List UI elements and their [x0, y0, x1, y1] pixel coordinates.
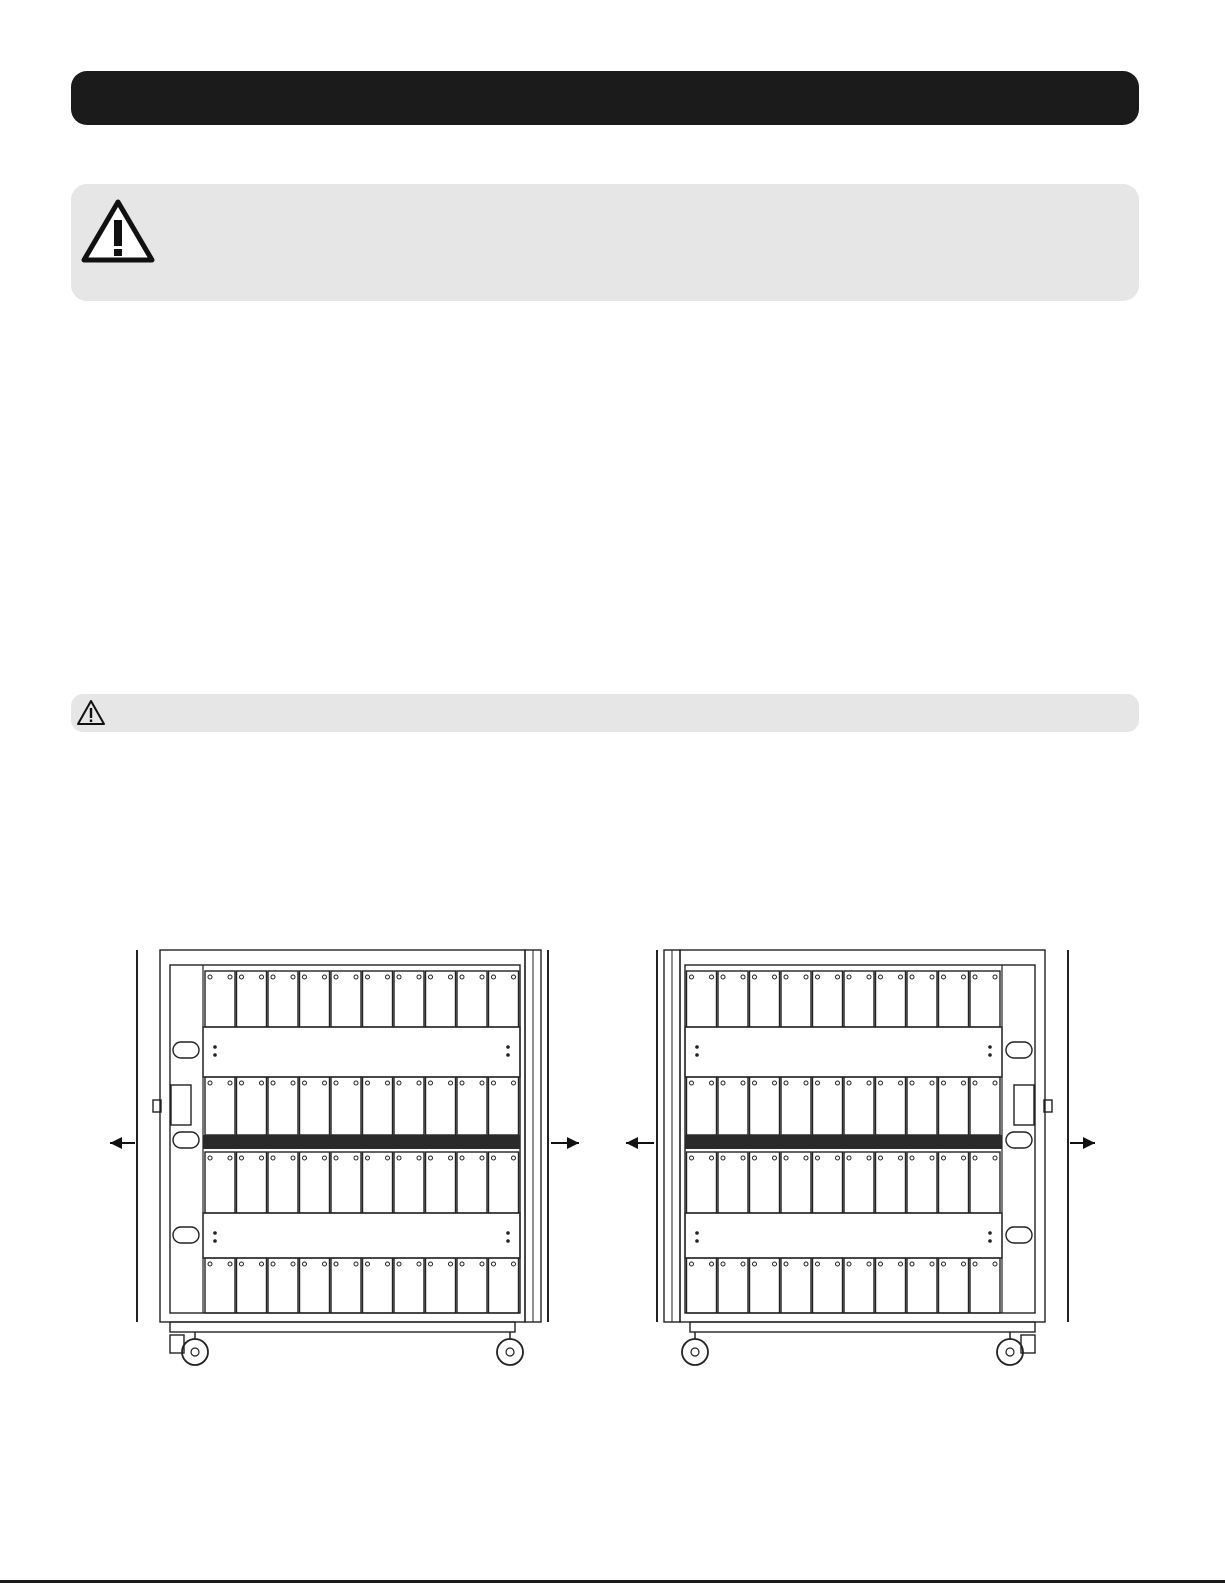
battery-terminal	[804, 1156, 808, 1160]
battery-block	[718, 1077, 748, 1135]
battery-block	[205, 1077, 235, 1135]
battery-terminal	[303, 1262, 307, 1266]
battery-terminal	[449, 1156, 453, 1160]
battery-terminal	[366, 1081, 370, 1085]
battery-block	[687, 1152, 717, 1213]
battery-terminal	[397, 975, 401, 979]
battery-terminal	[993, 1081, 997, 1085]
battery-terminal	[512, 975, 516, 979]
battery-block	[687, 1077, 717, 1135]
retaining-bracket	[203, 1027, 520, 1077]
bracket-screw	[695, 1053, 699, 1057]
battery-terminal	[271, 1081, 275, 1085]
battery-terminal	[429, 1156, 433, 1160]
battery-terminal	[417, 975, 421, 979]
battery-terminal	[721, 1156, 725, 1160]
battery-terminal	[879, 1156, 883, 1160]
retaining-bracket	[203, 1213, 520, 1258]
battery-block	[750, 1152, 780, 1213]
battery-block	[331, 1152, 361, 1213]
middle-shelf	[685, 1135, 1002, 1149]
battery-terminal	[397, 1156, 401, 1160]
bracket-screw	[988, 1239, 992, 1243]
warning-triangle-icon	[76, 699, 106, 726]
battery-terminal	[847, 1156, 851, 1160]
battery-terminal	[753, 1156, 757, 1160]
battery-terminal	[397, 1262, 401, 1266]
battery-terminal	[993, 975, 997, 979]
battery-terminal	[773, 1262, 777, 1266]
battery-terminal	[816, 1081, 820, 1085]
handle-slot	[173, 1132, 199, 1148]
bracket-screw	[213, 1045, 217, 1049]
handle-slot	[1006, 1227, 1032, 1243]
battery-terminal	[930, 1081, 934, 1085]
handle-slot	[1006, 1042, 1032, 1058]
battery-terminal	[334, 1081, 338, 1085]
battery-terminal	[867, 1156, 871, 1160]
bracket-screw	[988, 1045, 992, 1049]
battery-terminal	[867, 975, 871, 979]
battery-block	[300, 1152, 330, 1213]
battery-terminal	[930, 1156, 934, 1160]
caster-hub	[506, 1348, 514, 1356]
bracket-screw	[213, 1053, 217, 1057]
caster-hub	[691, 1348, 699, 1356]
battery-terminal	[417, 1081, 421, 1085]
battery-block	[939, 1152, 969, 1213]
battery-terminal	[836, 1156, 840, 1160]
battery-terminal	[847, 975, 851, 979]
battery-block	[426, 1077, 456, 1135]
battery-terminal	[816, 975, 820, 979]
handle-slot	[173, 1227, 199, 1243]
battery-terminal	[449, 1081, 453, 1085]
battery-terminal	[962, 975, 966, 979]
cabinet-diagram-right	[620, 935, 1100, 1375]
arrow-outward-head	[110, 1137, 122, 1149]
arrow-outward-head	[1083, 1137, 1095, 1149]
battery-terminal	[879, 975, 883, 979]
battery-terminal	[930, 975, 934, 979]
battery-terminal	[354, 1262, 358, 1266]
battery-terminal	[899, 975, 903, 979]
battery-terminal	[710, 975, 714, 979]
battery-terminal	[303, 975, 307, 979]
battery-terminal	[721, 975, 725, 979]
battery-terminal	[879, 1081, 883, 1085]
battery-terminal	[741, 1262, 745, 1266]
battery-terminal	[334, 975, 338, 979]
battery-terminal	[492, 1156, 496, 1160]
battery-block	[268, 1152, 298, 1213]
battery-block	[237, 1152, 267, 1213]
battery-block	[268, 1077, 298, 1135]
battery-terminal	[962, 1081, 966, 1085]
battery-block	[457, 1077, 487, 1135]
handle-slot	[1006, 1132, 1032, 1148]
battery-terminal	[417, 1262, 421, 1266]
battery-block	[939, 1077, 969, 1135]
battery-terminal	[784, 975, 788, 979]
battery-terminal	[690, 975, 694, 979]
battery-terminal	[366, 975, 370, 979]
battery-terminal	[962, 1262, 966, 1266]
battery-terminal	[741, 975, 745, 979]
battery-terminal	[710, 1156, 714, 1160]
battery-terminal	[208, 975, 212, 979]
battery-terminal	[366, 1262, 370, 1266]
battery-block	[876, 1152, 906, 1213]
battery-terminal	[836, 1081, 840, 1085]
battery-terminal	[208, 1262, 212, 1266]
battery-block	[750, 1077, 780, 1135]
cabinet-diagram-left	[105, 935, 585, 1375]
battery-block	[394, 1077, 424, 1135]
bracket-screw	[695, 1045, 699, 1049]
battery-terminal	[753, 1081, 757, 1085]
battery-terminal	[228, 1156, 232, 1160]
battery-terminal	[334, 1262, 338, 1266]
battery-terminal	[973, 1262, 977, 1266]
battery-block	[813, 1152, 843, 1213]
battery-block	[907, 1077, 937, 1135]
battery-terminal	[334, 1156, 338, 1160]
battery-block	[489, 1077, 519, 1135]
battery-terminal	[480, 1081, 484, 1085]
bracket-screw	[988, 1053, 992, 1057]
battery-terminal	[303, 1156, 307, 1160]
battery-terminal	[480, 975, 484, 979]
battery-terminal	[240, 1081, 244, 1085]
battery-terminal	[271, 975, 275, 979]
battery-terminal	[962, 1156, 966, 1160]
battery-terminal	[460, 1081, 464, 1085]
battery-terminal	[993, 1262, 997, 1266]
battery-block	[426, 1152, 456, 1213]
battery-terminal	[942, 1156, 946, 1160]
battery-terminal	[323, 1262, 327, 1266]
battery-terminal	[228, 975, 232, 979]
bracket-screw	[695, 1239, 699, 1243]
battery-terminal	[512, 1262, 516, 1266]
warning-box	[71, 184, 1139, 301]
battery-block	[457, 1152, 487, 1213]
cabinet-base	[170, 1322, 515, 1332]
battery-terminal	[429, 1081, 433, 1085]
battery-terminal	[512, 1156, 516, 1160]
battery-terminal	[323, 1081, 327, 1085]
bracket-screw	[506, 1053, 510, 1057]
battery-terminal	[773, 975, 777, 979]
cabinet-base	[690, 1322, 1035, 1332]
battery-terminal	[397, 1081, 401, 1085]
bracket-screw	[506, 1239, 510, 1243]
bracket-screw	[695, 1231, 699, 1235]
battery-terminal	[721, 1262, 725, 1266]
battery-terminal	[386, 1262, 390, 1266]
bracket-screw	[213, 1239, 217, 1243]
battery-block	[781, 1077, 811, 1135]
battery-terminal	[804, 975, 808, 979]
battery-block	[237, 1077, 267, 1135]
battery-terminal	[386, 1156, 390, 1160]
battery-terminal	[429, 975, 433, 979]
battery-terminal	[721, 1081, 725, 1085]
bracket-screw	[988, 1231, 992, 1235]
page-bottom-rule	[0, 1580, 1225, 1583]
battery-terminal	[973, 1081, 977, 1085]
battery-terminal	[323, 975, 327, 979]
battery-terminal	[910, 1081, 914, 1085]
battery-terminal	[260, 1081, 264, 1085]
battery-terminal	[753, 1262, 757, 1266]
battery-terminal	[449, 975, 453, 979]
battery-terminal	[741, 1156, 745, 1160]
battery-block	[907, 1152, 937, 1213]
battery-block	[205, 1152, 235, 1213]
battery-terminal	[784, 1081, 788, 1085]
battery-terminal	[973, 1156, 977, 1160]
bracket-screw	[506, 1231, 510, 1235]
battery-block	[970, 1152, 1000, 1213]
caster-wheel	[682, 1339, 708, 1365]
battery-terminal	[260, 1262, 264, 1266]
battery-block	[781, 1152, 811, 1213]
battery-terminal	[291, 975, 295, 979]
bracket-screw	[506, 1045, 510, 1049]
battery-terminal	[867, 1262, 871, 1266]
battery-terminal	[879, 1262, 883, 1266]
battery-terminal	[942, 1262, 946, 1266]
battery-terminal	[208, 1081, 212, 1085]
battery-terminal	[816, 1262, 820, 1266]
battery-terminal	[492, 975, 496, 979]
battery-block	[331, 1077, 361, 1135]
battery-terminal	[836, 975, 840, 979]
arrow-outward-head	[567, 1137, 579, 1149]
battery-terminal	[930, 1262, 934, 1266]
battery-terminal	[386, 975, 390, 979]
battery-terminal	[753, 975, 757, 979]
battery-terminal	[690, 1156, 694, 1160]
battery-terminal	[386, 1081, 390, 1085]
caster-wheel	[182, 1339, 208, 1365]
battery-terminal	[460, 1262, 464, 1266]
battery-terminal	[847, 1262, 851, 1266]
battery-terminal	[417, 1156, 421, 1160]
battery-terminal	[773, 1156, 777, 1160]
battery-terminal	[449, 1262, 453, 1266]
battery-terminal	[899, 1262, 903, 1266]
battery-block	[394, 1152, 424, 1213]
battery-terminal	[910, 1262, 914, 1266]
battery-terminal	[271, 1262, 275, 1266]
caster-hub	[191, 1348, 199, 1356]
battery-terminal	[460, 1156, 464, 1160]
battery-terminal	[303, 1081, 307, 1085]
battery-terminal	[993, 1156, 997, 1160]
arrow-outward-head	[626, 1137, 638, 1149]
battery-terminal	[354, 1156, 358, 1160]
battery-terminal	[973, 975, 977, 979]
battery-terminal	[867, 1081, 871, 1085]
battery-terminal	[260, 975, 264, 979]
battery-block	[844, 1077, 874, 1135]
battery-terminal	[228, 1081, 232, 1085]
battery-terminal	[260, 1156, 264, 1160]
battery-terminal	[480, 1262, 484, 1266]
battery-terminal	[492, 1081, 496, 1085]
battery-terminal	[910, 975, 914, 979]
battery-terminal	[899, 1081, 903, 1085]
warning-triangle-icon	[81, 198, 155, 264]
caster-wheel	[497, 1339, 523, 1365]
battery-terminal	[460, 975, 464, 979]
battery-terminal	[710, 1081, 714, 1085]
caster-hub	[1006, 1348, 1014, 1356]
battery-block	[844, 1152, 874, 1213]
battery-block	[300, 1077, 330, 1135]
battery-block	[363, 1152, 393, 1213]
battery-terminal	[741, 1081, 745, 1085]
battery-terminal	[323, 1156, 327, 1160]
battery-terminal	[942, 975, 946, 979]
battery-terminal	[208, 1156, 212, 1160]
handle-slot	[173, 1042, 199, 1058]
battery-terminal	[354, 975, 358, 979]
battery-block	[718, 1152, 748, 1213]
battery-terminal	[240, 1262, 244, 1266]
battery-terminal	[710, 1262, 714, 1266]
battery-terminal	[942, 1081, 946, 1085]
battery-terminal	[784, 1262, 788, 1266]
battery-terminal	[690, 1081, 694, 1085]
battery-block	[876, 1077, 906, 1135]
battery-terminal	[291, 1262, 295, 1266]
battery-terminal	[690, 1262, 694, 1266]
battery-terminal	[354, 1081, 358, 1085]
door-latch	[1014, 1085, 1034, 1125]
bracket-screw	[213, 1231, 217, 1235]
battery-terminal	[228, 1262, 232, 1266]
battery-terminal	[271, 1156, 275, 1160]
battery-terminal	[847, 1081, 851, 1085]
battery-terminal	[784, 1156, 788, 1160]
battery-terminal	[240, 1156, 244, 1160]
battery-terminal	[804, 1081, 808, 1085]
battery-terminal	[816, 1156, 820, 1160]
battery-terminal	[910, 1156, 914, 1160]
battery-terminal	[291, 1156, 295, 1160]
battery-terminal	[804, 1262, 808, 1266]
battery-terminal	[773, 1081, 777, 1085]
battery-terminal	[480, 1156, 484, 1160]
battery-terminal	[429, 1262, 433, 1266]
middle-shelf	[203, 1135, 520, 1149]
battery-block	[489, 1152, 519, 1213]
section-title-bar	[71, 71, 1139, 125]
retaining-bracket	[685, 1213, 1002, 1258]
battery-terminal	[291, 1081, 295, 1085]
battery-terminal	[240, 975, 244, 979]
battery-terminal	[836, 1262, 840, 1266]
battery-block	[363, 1077, 393, 1135]
battery-terminal	[512, 1081, 516, 1085]
battery-terminal	[492, 1262, 496, 1266]
retaining-bracket	[685, 1027, 1002, 1077]
caster-wheel	[997, 1339, 1023, 1365]
battery-block	[970, 1077, 1000, 1135]
battery-terminal	[366, 1156, 370, 1160]
battery-block	[813, 1077, 843, 1135]
door-latch	[171, 1085, 191, 1125]
battery-terminal	[899, 1156, 903, 1160]
note-bar	[71, 694, 1139, 732]
